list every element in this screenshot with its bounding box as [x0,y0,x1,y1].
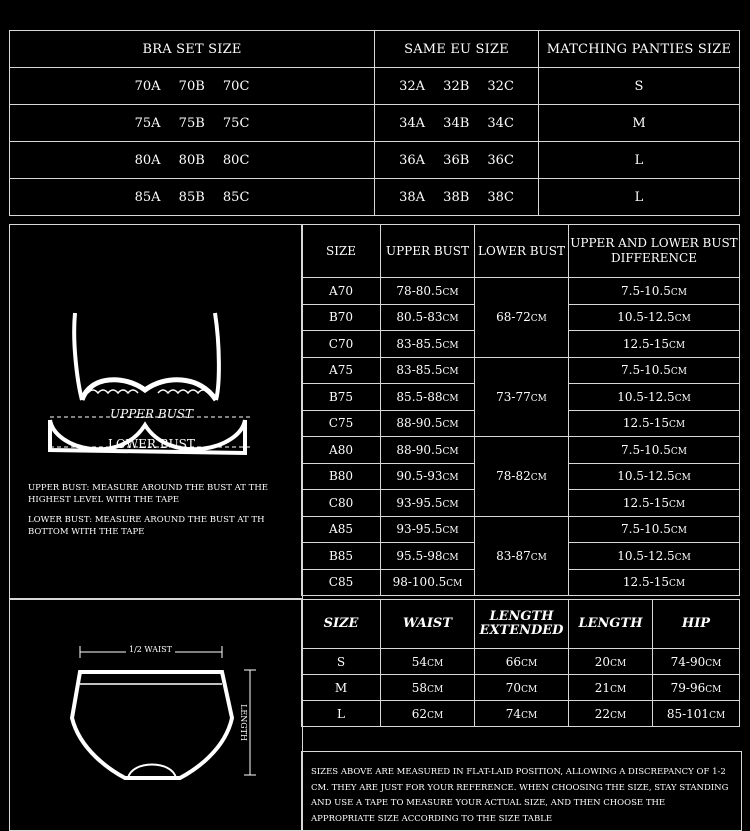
bust-difference-cell: 12.5-15CM [569,331,740,358]
unit-label: CM [668,579,686,590]
upper-bust-note: UPPER BUST: MEASURE AROUND THE BUST AT THE HIGHEST LEVEL WITH THE TAPE [28,483,268,505]
waist-cell: 58CM [381,675,475,701]
unit-label: CM [674,393,691,404]
unit-label: CM [427,684,444,695]
upper-bust-cell: 83-85.5CM [381,331,475,358]
bra-size-table [301,224,740,596]
upper-bust-cell: 85.5-88CM [381,384,475,411]
unit-label: CM [442,446,459,457]
unit-label: CM [610,684,627,695]
eu-size-cell: 38A 38B 38C [375,179,539,216]
unit-label: CM [530,393,547,404]
table-row [10,68,740,105]
size-cell: C80 [302,490,381,517]
header-bra-set-size: BRA SET SIZE [10,31,375,68]
bust-difference-cell: 10.5-12.5CM [569,384,740,411]
panty-size-table [301,599,740,727]
table-row [302,701,740,727]
unit-label: CM [442,552,459,563]
upper-bust-cell: 88-90.5CM [381,437,475,464]
size-cell: B85 [302,543,381,570]
length-label: LENGTH [238,704,248,741]
table-row [10,142,740,179]
size-cell: C75 [302,410,381,437]
size-cell: C85 [302,569,381,596]
eu-size-cell: 34A 34B 34C [375,105,539,142]
upper-bust-cell: 78-80.5CM [381,278,475,305]
unit-label: CM [709,710,726,721]
table-row [302,437,740,464]
panty-diagram-panel [9,599,303,831]
lower-bust-note: LOWER BUST: MEASURE AROUND THE BUST AT TH BOTTOM WITH THE TAPE [28,515,265,537]
unit-label: CM [674,552,691,563]
size-cell: S [302,649,381,675]
unit-label: CM [610,710,627,721]
unit-label: CM [442,340,459,351]
unit-label: CM [670,287,687,298]
table-row [302,278,740,305]
lower-bust-cell: 68-72CM [475,278,569,358]
unit-label: CM [442,499,459,510]
hip-cell: 74-90CM [653,649,740,675]
size-cell: A80 [302,437,381,464]
hip-cell: 79-96CM [653,675,740,701]
panties-size-cell: L [539,179,740,216]
table-row [302,357,740,384]
bust-difference-cell: 10.5-12.5CM [569,463,740,490]
table-row [10,179,740,216]
unit-label: CM [530,473,547,484]
header-length-extended: LENGTH EXTENDED [475,600,569,649]
unit-label: CM [530,552,547,563]
header-matching-panties-size: MATCHING PANTIES SIZE [539,31,740,68]
size-cell: A70 [302,278,381,305]
lower-bust-cell: 73-77CM [475,357,569,437]
bust-difference-cell: 7.5-10.5CM [569,437,740,464]
unit-label: CM [530,314,547,325]
unit-label: CM [442,473,459,484]
size-cell: A75 [302,357,381,384]
size-cell: M [302,675,381,701]
unit-label: CM [427,710,444,721]
size-cell: L [302,701,381,727]
size-footnote: SIZES ABOVE ARE MEASURED IN FLAT-LAID POSITION, ALLOWING A DISCREPANCY OF 1-2 CM. THEY ARE JUST FOR YOUR REFERENCE. WHEN CHOOSING THE SIZE, STAY STANDING AND USE A TAPE TO MEASURE YOUR ACTUAL SIZE, AND THEN CHOOSE THE APPROPRIATE SIZE ACCORDING TO THE SIZE TABLE [311,767,729,824]
unit-label: CM [705,684,722,695]
table-row [302,649,740,675]
size-cell: B70 [302,304,381,331]
table-row [10,105,740,142]
upper-bust-cell: 93-95.5CM [381,516,475,543]
size-cell: B80 [302,463,381,490]
unit-label: CM [668,499,686,510]
unit-label: CM [674,314,691,325]
eu-size-cell: 36A 36B 36C [375,142,539,179]
bust-difference-cell: 10.5-12.5CM [569,304,740,331]
bust-measure-notes [28,482,283,546]
size-cell: B75 [302,384,381,411]
bust-difference-cell: 12.5-15CM [569,410,740,437]
lower-bust-cell: 83-87CM [475,516,569,596]
unit-label: CM [668,340,686,351]
header-size: SIZE [302,225,381,278]
header-upper-bust: UPPER BUST [381,225,475,278]
unit-label: CM [521,684,538,695]
length-extended-cell: 74CM [475,701,569,727]
upper-bust-label: UPPER BUST [110,407,194,421]
bust-difference-cell: 7.5-10.5CM [569,357,740,384]
length-extended-cell: 70CM [475,675,569,701]
unit-label: CM [521,658,538,669]
length-cell: 21CM [569,675,653,701]
bra-set-size-cell: 75A 75B 75C [10,105,375,142]
upper-bust-cell: 90.5-93CM [381,463,475,490]
unit-label: CM [446,579,463,590]
unit-label: CM [442,420,459,431]
upper-bust-cell: 98-100.5CM [381,569,475,596]
bust-difference-cell: 7.5-10.5CM [569,516,740,543]
unit-label: CM [670,367,687,378]
panties-size-cell: M [539,105,740,142]
table-row [302,516,740,543]
panties-size-cell: L [539,142,740,179]
header-lower-bust: LOWER BUST [475,225,569,278]
eu-size-cell: 32A 32B 32C [375,68,539,105]
lower-bust-cell: 78-82CM [475,437,569,517]
bra-set-size-table [9,30,740,216]
header-same-eu-size: SAME EU SIZE [375,31,539,68]
unit-label: CM [668,420,686,431]
upper-bust-cell: 93-95.5CM [381,490,475,517]
length-extended-cell: 66CM [475,649,569,675]
upper-bust-cell: 83-85.5CM [381,357,475,384]
length-cell: 20CM [569,649,653,675]
bust-difference-cell: 12.5-15CM [569,490,740,517]
length-cell: 22CM [569,701,653,727]
bra-set-size-cell: 85A 85B 85C [10,179,375,216]
size-cell: A85 [302,516,381,543]
panties-size-cell: S [539,68,740,105]
upper-bust-cell: 88-90.5CM [381,410,475,437]
bust-difference-cell: 7.5-10.5CM [569,278,740,305]
waist-cell: 54CM [381,649,475,675]
lower-bust-label: LOWER BUST [108,437,195,451]
header-hip: HIP [653,600,740,649]
header-waist: WAIST [381,600,475,649]
panty-diagram-icon [10,600,302,830]
upper-bust-cell: 95.5-98CM [381,543,475,570]
bust-difference-cell: 10.5-12.5CM [569,543,740,570]
unit-label: CM [442,314,459,325]
header-bust-difference: UPPER AND LOWER BUST DIFFERENCE [569,225,740,278]
unit-label: CM [442,526,459,537]
bra-set-size-cell: 80A 80B 80C [10,142,375,179]
unit-label: CM [674,473,691,484]
upper-bust-cell: 80.5-83CM [381,304,475,331]
unit-label: CM [442,393,459,404]
unit-label: CM [610,658,627,669]
size-cell: C70 [302,331,381,358]
header-size: SIZE [302,600,381,649]
unit-label: CM [521,710,538,721]
unit-label: CM [427,658,444,669]
unit-label: CM [705,658,722,669]
header-length: LENGTH [569,600,653,649]
bust-difference-cell: 12.5-15CM [569,569,740,596]
unit-label: CM [442,367,459,378]
unit-label: CM [442,287,459,298]
half-waist-label: 1/2 WAIST [126,645,175,654]
table-row [302,675,740,701]
unit-label: CM [670,526,687,537]
waist-cell: 62CM [381,701,475,727]
hip-cell: 85-101CM [653,701,740,727]
unit-label: CM [670,446,687,457]
bra-set-size-cell: 70A 70B 70C [10,68,375,105]
